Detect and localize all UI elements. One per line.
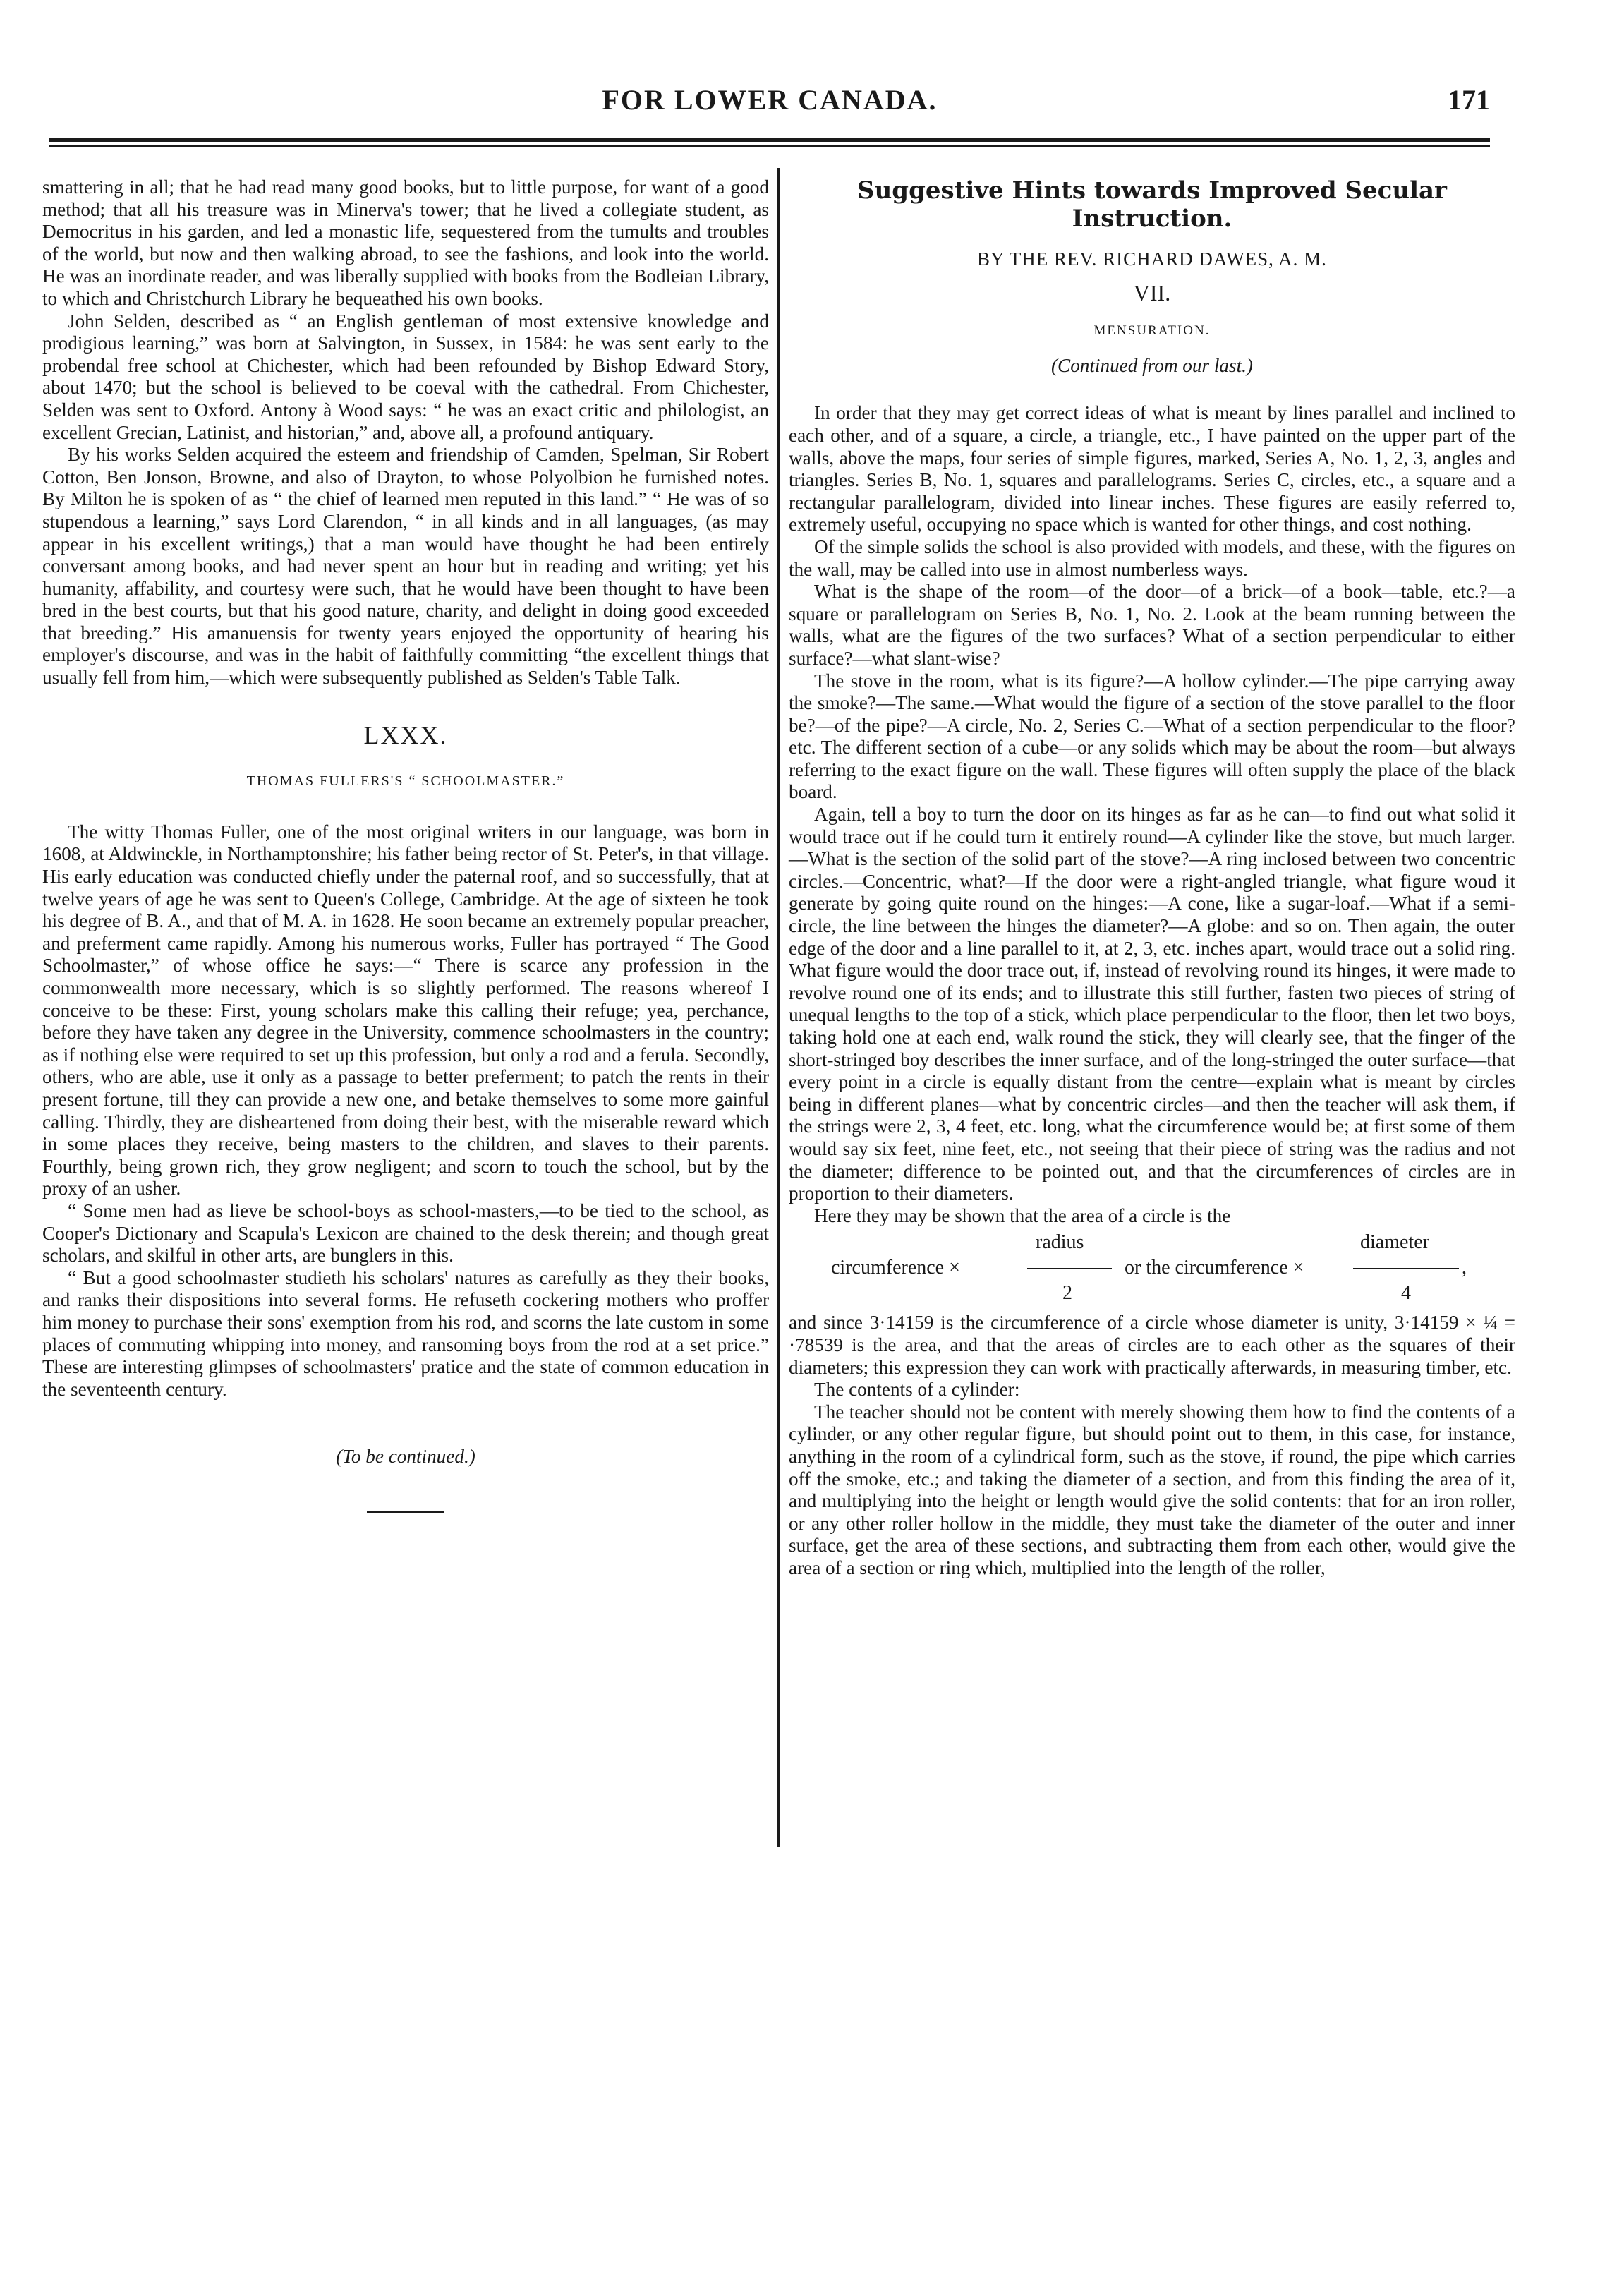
paragraph: What is the shape of the room—of the door—of a brick—of a book—table, etc.?—a square or parallelogram on Series B, No. 1, No. 2. Look at the beam running between the walls, what are the figures of the two surfaces? What of a section perpendicular to either surface?—what slant-wise?	[789, 581, 1515, 669]
running-head: FOR LOWER CANADA.	[602, 84, 938, 116]
column-divider	[777, 168, 780, 1847]
section-number: VII.	[1133, 279, 1171, 306]
header-rule-thin	[49, 145, 1490, 147]
section-number: LXXX.	[363, 720, 448, 749]
byline: BY THE REV. RICHARD DAWES, A. M.	[977, 248, 1327, 270]
left-column	[42, 176, 769, 1513]
page-header	[49, 83, 1490, 126]
fraction-bar	[1353, 1268, 1459, 1269]
area-formula	[789, 1227, 1515, 1312]
paragraph: “ Some men had as lieve be school-boys as school-masters,—to be tied to the school, as Cooper's Dictionary and Scapula's Lexicon are chained to the desk therein; and though great scholars, and skilful in other arts, are bunglers in this.	[42, 1200, 769, 1267]
formula-radius: radius	[1036, 1231, 1084, 1254]
page-number: 171	[1448, 84, 1490, 116]
paragraph: John Selden, described as “ an English gentleman of most extensive knowledge and prodigious learning,” was born at Salvington, in Sussex, in 1584: he was sent early to the probendal free school at Chichester, which had been refounded by Bishop Edward Story, about 1470; but the school is believed to be coeval with the cathedral. From Chichester, Selden was sent to Oxford. Antony à Wood says: “ he was an exact critic and philologist, an excellent Grecian, Latinist, and historian,” and, above all, a profound antiquary.	[42, 310, 769, 443]
paragraph: By his works Selden acquired the esteem and friendship of Camden, Spelman, Sir Robert Cotton, Ben Jonson, Browne, and also of Drayton, to whose Polyolbion he furnished notes. By Milton he is spoken of as “ the chief of learned men reputed in this land.” “ He was of so stupendous a learning,” says Lord Clarendon, “ in all kinds and in all languages, (as may appear in his excellent writings,) that a man would have thought he had been entirely conversant among books, and had never spent an hour but in reading and writing; yet his humanity, affability, and courtesy were such, that he would have been thought to have been bred in the best courts, but that his good nature, charity, and delight in doing good exceeded that breeding.” His amanuensis for twenty years enjoyed the opportunity of hearing his employer's discourse, and was in the habit of faithfully committing “the excellent things that usually fell from him,—which were subsequently published as Selden's Table Talk.	[42, 444, 769, 689]
paragraph: The stove in the room, what is its figure?—A hollow cylinder.—The pipe carrying away the smoke?—The same.—What would the figure of a section of the stove parallel to the floor be?—of the pipe?—A circle, No. 2, Series C.—What of a section perpendicular to the floor? etc. The different section of a cube—or any solids which may be about the room—but always referring to the exact figure on the wall. These figures will often supply the place of the black board.	[789, 670, 1515, 803]
paragraph: “ But a good schoolmaster studieth his scholars' natures as carefully as they their books, and ranks their dispositions into several forms. He refuseth cockering mothers who proffer him money to purchase their sons' exemption from his rod, and scorns the late custom in some places of commuting whipping into money, and ransoming boys from the rod at a set price.” These are interesting glimpses of schoolmasters' pratice and the state of common education in the seventeenth century.	[42, 1267, 769, 1400]
paragraph: In order that they may get correct ideas of what is meant by lines parallel and inclined to each other, and of a square, a circle, a triangle, etc., I have painted on the upper part of the walls, above the maps, four series of simple figures, marked, Series A, No. 1, 2, 3, angles and triangles. Series B, No. 1, squares and parallelograms. Series C, circles, etc., a square and a rectangular parallelogram, divided into linear inches. These figures are easily referred to, extremely useful, occupying no space which is wanted for other things, and cost nothing.	[789, 402, 1515, 536]
section-title: MENSURATION.	[1093, 323, 1211, 339]
formula-two: 2	[1062, 1282, 1072, 1305]
paragraph: Here they may be shown that the area of a circle is the	[814, 1204, 1231, 1226]
paragraph: Again, tell a boy to turn the door on its hinges as far as he can—to find out what solid it would trace out if he could turn it entirely round—A cylinder like the stove, but much larger.—What is the section of the solid part of the stove?—A ring inclosed between two concentric circles.—Concentric, what?—If the door were a right-angled triangle, what figure woud it generate by going quite round on the hinges:—A cone, like a sugar-loaf.—What if a semi-circle, the line between the hinges the diameter?—A globe: and so on. Then again, the outer edge of the door and a line parallel to it, at 2, 3, etc. inches apart, would trace out a solid ring. What figure would the door trace out, if, instead of revolving round its hinges, it were made to revolve round one of its ends; and to illustrate this still further, fasten two pieces of string of unequal lengths to the top of a stick, which place perpendicular to the floor, then let two boys, taking hold one at each end, walk round the stick, they will clearly see, that the finger of the short-stringed boy describes the inner surface, and of the long-stringed the outer surface—that every point in a circle is equally distant from the centre—explain what is meant by circles being in different planes—what by concentric circles—and then the teacher will ask them, if the strings were 2, 3, 4 feet, etc. long, what the circumference would be; at first some of them would say six feet, nine feet, etc., not seeing that their piece of string was the radius and not the diameter; difference to be pointed out, and that the circumferences of circles are in proportion to their diameters.	[789, 804, 1515, 1204]
formula-circumference: circumference ×	[831, 1257, 960, 1279]
section-title: THOMAS FULLERS'S “ SCHOOLMASTER.”	[246, 773, 565, 790]
formula-four: 4	[1401, 1282, 1411, 1305]
formula-or: or the circumference ×	[1125, 1257, 1304, 1279]
to-be-continued: (To be continued.)	[336, 1446, 475, 1468]
right-column	[789, 176, 1515, 1579]
formula-diameter: diameter	[1360, 1231, 1429, 1254]
header-rule	[49, 138, 1490, 142]
paragraph: smattering in all; that he had read many good books, but to little purpose, for want of a good method; that all his treasure was in Minerva's tower; that he lived a collegiate student, as Democritus in his garden, and led a monastic life, sequestered from the tumults and troubles of the world, but now and then walking abroad, to see the fashions, and look into the world. He was an inordinate reader, and was liberally supplied with books from the Bodleian Library, to which and Christchurch Library he bequeathed his own books.	[42, 176, 769, 309]
end-rule	[367, 1511, 444, 1513]
formula-comma: ,	[1462, 1257, 1467, 1279]
paragraph: and since 3·14159 is the circumference of a circle whose diameter is unity, 3·14159 × ¼ = ·78539 is the area, and that the areas of circles are to each other as the squares of their diameters; this expression they can work with practically afterwards, in measuring timber, etc.	[789, 1312, 1515, 1378]
paragraph: The contents of a cylinder:	[814, 1379, 1020, 1401]
continued-from: (Continued from our last.)	[1051, 354, 1253, 376]
paragraph: The teacher should not be content with merely showing them how to find the contents of a cylinder, or any other regular figure, but should point out to them, in this case, for instance, anything in the room of a cylindrical form, such as the stove, if round, the pipe which carries off the smoke, etc.; and taking the diameter of a section, and from this finding the area of it, and multiplying into the height or length would give the solid contents: that for an iron roller, or any other roller hollow in the middle, they must take the diameter of the outer and inner surface, get the area of these sections, and subtracting them from each other, would give the area of a section or ring which, multiplied into the length of the roller,	[789, 1401, 1515, 1578]
paragraph: The witty Thomas Fuller, one of the most original writers in our language, was born in 1608, at Aldwinckle, in Northamptonshire; his father being rector of St. Peter's, in that village. His early education was conducted chiefly under the paternal roof, and so successfully, that at twelve years of age he was sent to Queen's College, Cambridge. At the age of sixteen he took his degree of B. A., and that of M. A. in 1628. He soon became an extremely popular preacher, and preferment came rapidly. Among his numerous works, Fuller has portrayed “ The Good Schoolmaster,” of whose office he says:—“ There is scarce any profession in the commonwealth more necessary, which is so slightly performed. The reasons whereof I conceive to be these: First, young scholars make this calling their refuge; yea, perchance, before they have taken any degree in the University, commence schoolmasters in the country; as if nothing else were required to set up this profession, but only a rod and a ferula. Secondly, others, who are able, use it only as a passage to better preferment; to patch the rents in their present fortune, till they can provide a new one, and betake themselves to some more gainful calling. Thirdly, they are disheartened from doing their best, with the miserable reward which in some places they receive, being masters to the children, and slaves to their parents. Fourthly, being grown rich, they grow negligent; and scorn to touch the school, but by the proxy of an usher.	[42, 821, 769, 1200]
paragraph: Of the simple solids the school is also provided with models, and these, with the figures on the wall, may be called into use in almost numberless ways.	[789, 536, 1515, 580]
fraction-bar	[1027, 1268, 1112, 1269]
article-title: Suggestive Hints towards Improved Secular Instruction.	[857, 176, 1447, 233]
